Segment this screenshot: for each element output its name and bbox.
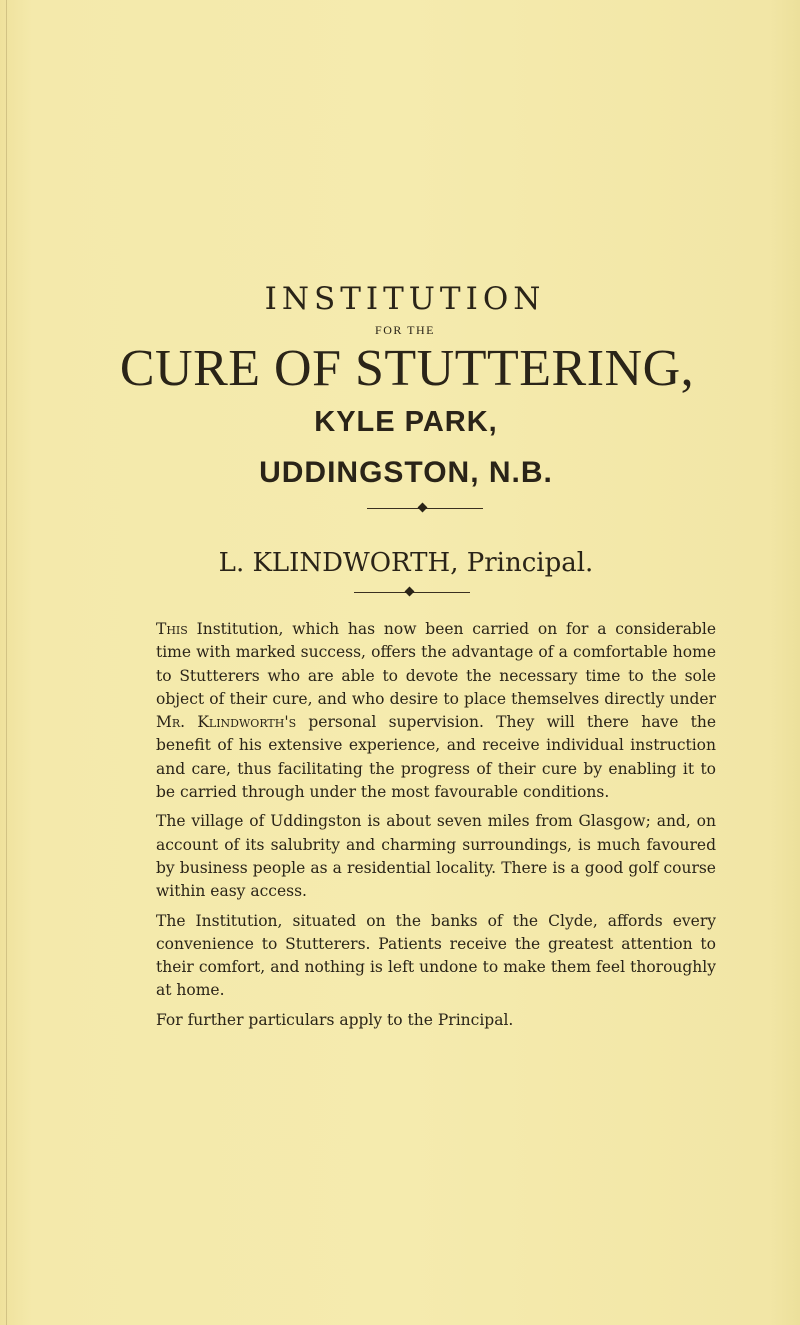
header — [0, 282, 800, 490]
paragraph-1-text-b: personal supervision. They will there have the benefit of his extensive experience, and receive individual instruction and care, thus facilitating the progress of their cure by enabling it to be carried through under the most favourable conditions. — [156, 713, 716, 802]
body-text — [156, 618, 716, 1038]
subtitle-for-the: FOR THE — [375, 323, 435, 337]
paragraph-2: The village of Uddingston is about seven miles from Glasgow; and, on account of its salubrity and charming surroundings, is much favoured by business people as a residential locality. There is a good golf course within easy access. — [156, 812, 716, 901]
principal-line: L. KLINDWORTH, Principal. — [218, 548, 594, 578]
paragraph-1-text-a: Institution, which has now been carried on for a considerable time with marked success, offers the advantage of a comfortable home to Stutterers who are able to devote the necessary time to the sole object of their cure, and who desire to place themselves directly under — [156, 620, 716, 708]
principal-name: Mr. Klindworth's — [156, 713, 297, 732]
paragraph-4: For further particulars apply to the Principal. — [156, 1010, 514, 1029]
title-institution: INSTITUTION — [264, 281, 546, 317]
paragraph-lead-word: This — [156, 620, 188, 638]
diamond-ornament-icon — [405, 587, 415, 597]
diamond-rule-top — [367, 502, 483, 514]
paragraph-1 — [156, 618, 716, 804]
diamond-rule-bottom — [354, 586, 470, 598]
paragraph-3: The Institution, situated on the banks of the Clyde, affords every convenience to Stutterers. Patients receive the greatest attention to their comfort, and nothing is left undone to make them feel thoroughly at home. — [156, 911, 716, 1000]
address-kyle-park: KYLE PARK, — [314, 406, 498, 438]
address-town: UDDINGSTON, N.B. — [259, 456, 553, 489]
page-edge-line — [6, 0, 7, 1325]
diamond-ornament-icon — [418, 503, 428, 513]
title-cure-of-stuttering: CURE OF STUTTERING, — [119, 340, 695, 397]
